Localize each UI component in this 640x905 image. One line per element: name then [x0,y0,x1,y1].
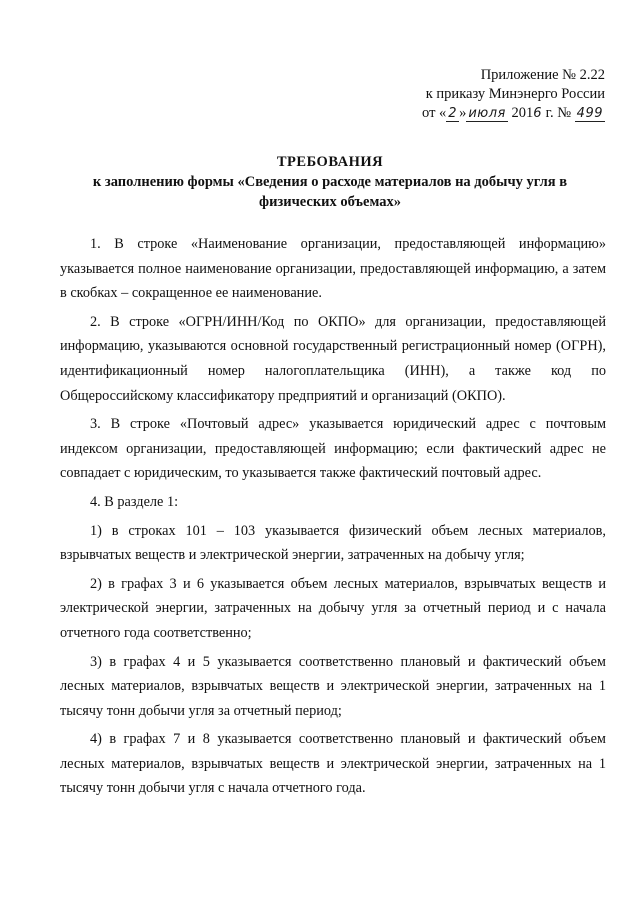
paragraph: 1. В строке «Наименование организации, предоставляющей информацию» указывается полное наименование организации, предоставляющей информацию, а затем в скобках – сокращенное ее наименование. [60,236,606,302]
date-mid: » [459,105,467,121]
date-prefix: от « [422,105,447,121]
document-body [60,232,606,805]
paragraph: 1) в строках 101 – 103 указывается физический объем лесных материалов, взрывчатых веществ и электрической энергии, затраченных на добычу угля; [60,522,606,564]
paragraph: 3. В строке «Почтовый адрес» указывается юридический адрес с почтовым индексом организации, предоставляющей информацию; если фактический адрес не совпадает с юридическим, то указывается также фактический почтовый адрес. [60,416,606,482]
year-suffix: г. № [542,105,572,121]
handwritten-month: июля [468,106,506,121]
document-title [60,152,600,212]
title-main: ТРЕБОВАНИЯ [276,154,384,170]
handwritten-order-number: 499 [576,106,603,121]
annex-block [395,66,605,123]
annex-order-ref: к приказу Минэнерго России [425,86,605,102]
paragraph: 4. В разделе 1: [90,493,179,510]
paragraph: 2. В строке «ОГРН/ИНН/Код по ОКПО» для организации, предоставляющей информацию, указываются основной государственный регистрационный номер (ОГРН), идентификационный номер налогоплательщика (ИНН), а также код по Общероссийскому классификатору предприятий и организаций (ОКПО). [60,313,606,404]
year-prefix: 201 [511,105,534,121]
paragraph: 2) в графах 3 и 6 указывается объем лесных материалов, взрывчатых веществ и электрической энергии, затраченных на добычу угля за отчетный период и с начала отчетного года соответственно; [60,575,606,641]
paragraph: 3) в графах 4 и 5 указывается соответственно плановый и фактический объем лесных материалов, взрывчатых веществ и электрической энергии, затраченных на 1 тысячу тонн добычи угля за отчетный период; [60,653,606,719]
handwritten-day: 2 [448,106,458,121]
title-subtitle: к заполнению формы «Сведения о расходе материалов на добычу угля в физических объемах» [92,174,568,210]
handwritten-year-digit: 6 [533,106,543,121]
annex-title: Приложение № 2.22 [480,67,605,83]
paragraph: 4) в графах 7 и 8 указывается соответственно плановый и фактический объем лесных материалов, взрывчатых веществ и электрической энергии, затраченных на 1 тысячу тонн добычи угля с начала отчетного года. [60,731,606,797]
annex-date-line [395,104,605,123]
